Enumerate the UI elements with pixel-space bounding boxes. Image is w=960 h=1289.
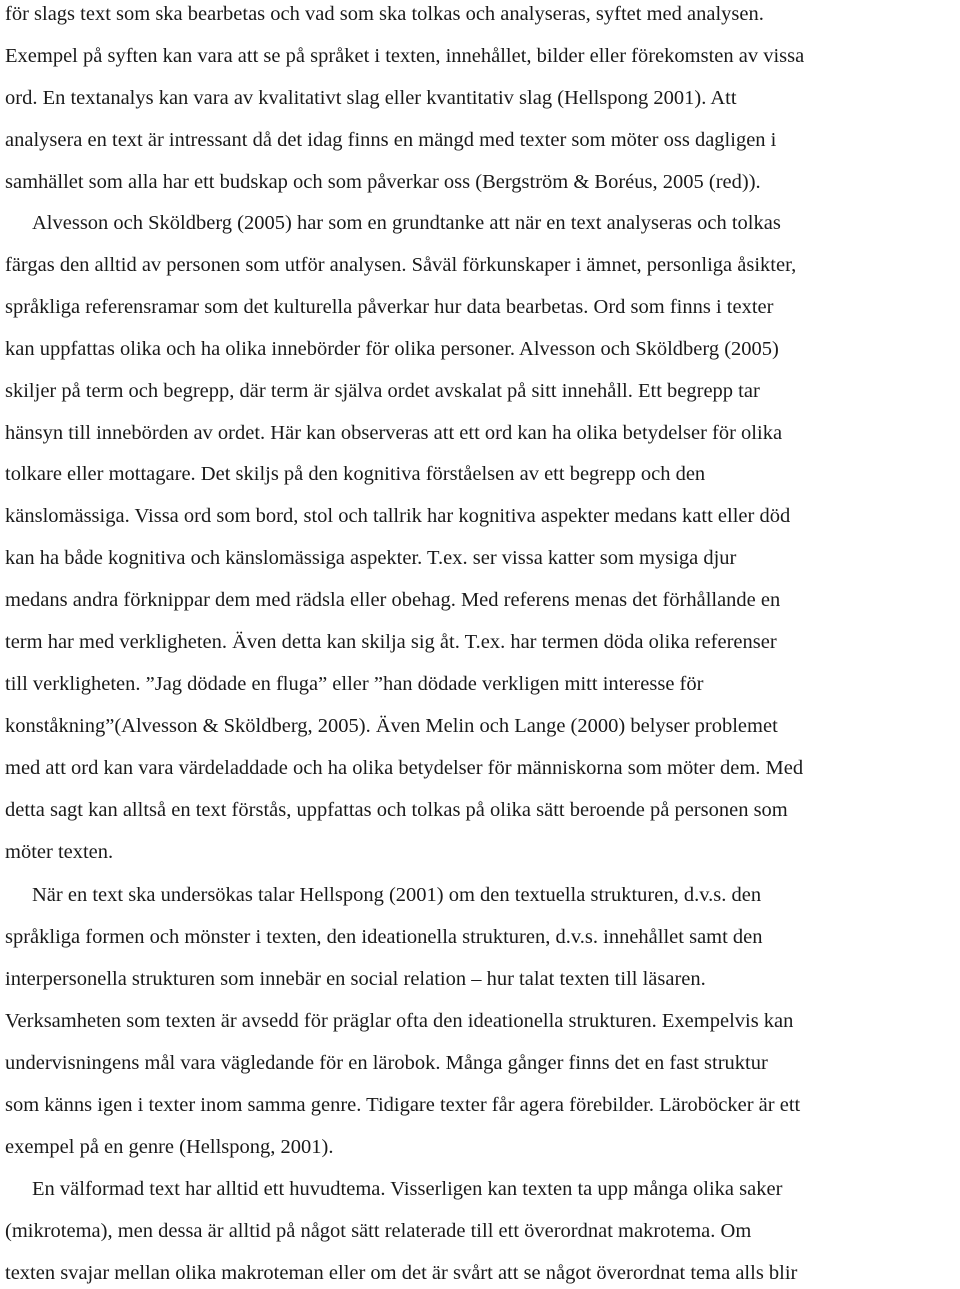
- text-line: detta sagt kan alltså en text förstås, uppfattas och tolkas på olika sätt beroende på personen som: [5, 799, 788, 821]
- text-line: samhället som alla har ett budskap och som påverkar oss (Bergström & Boréus, 2005 (red)).: [5, 171, 761, 193]
- text-line: skiljer på term och begrepp, där term är själva ordet avskalat på sitt innehåll. Ett begrepp tar: [5, 380, 760, 402]
- text-line: ord. En textanalys kan vara av kvalitativt slag eller kvantitativ slag (Hellspong 2001). Att: [5, 87, 737, 109]
- text-line: kan uppfattas olika och ha olika innebörder för olika personer. Alvesson och Sköldberg (2005): [5, 338, 779, 360]
- text-line: term har med verkligheten. Även detta kan skilja sig åt. T.ex. har termen döda olika referenser: [5, 631, 777, 653]
- text-line: När en text ska undersökas talar Hellspong (2001) om den textuella strukturen, d.v.s. den: [32, 884, 762, 906]
- text-line: Alvesson och Sköldberg (2005) har som en grundtanke att när en text analyseras och tolkas: [32, 212, 781, 234]
- text-line: (mikrotema), men dessa är alltid på något sätt relaterade till ett överordnat makrotema. Om: [5, 1220, 752, 1242]
- text-line: språkliga referensramar som det kulturella påverkar hur data bearbetas. Ord som finns i texter: [5, 296, 774, 318]
- text-line: färgas den alltid av personen som utför analysen. Såväl förkunskaper i ämnet, personliga åsikter,: [5, 254, 797, 276]
- text-line: känslomässiga. Vissa ord som bord, stol och tallrik har kognitiva aspekter medans katt eller död: [5, 505, 791, 527]
- text-line: undervisningens mål vara vägledande för en lärobok. Många gånger finns det en fast struktur: [5, 1052, 768, 1074]
- text-line: tolkare eller mottagare. Det skiljs på den kognitiva förståelsen av ett begrepp och den: [5, 463, 706, 485]
- text-line: exempel på en genre (Hellspong, 2001).: [5, 1136, 334, 1158]
- text-line: analysera en text är intressant då det idag finns en mängd med texter som möter oss dagligen i: [5, 129, 777, 151]
- text-line: med att ord kan vara värdeladdade och ha olika betydelser för människorna som möter dem. Med: [5, 757, 804, 779]
- text-line: Exempel på syften kan vara att se på språket i texten, innehållet, bilder eller förekomsten av vissa: [5, 45, 805, 67]
- text-line: till verkligheten. ”Jag dödade en fluga” eller ”han dödade verkligen mitt interesse för: [5, 673, 704, 695]
- text-line: interpersonella strukturen som innebär en social relation – hur talat texten till läsaren.: [5, 968, 706, 990]
- text-line: möter texten.: [5, 841, 114, 863]
- text-line: En välformad text har alltid ett huvudtema. Visserligen kan texten ta upp många olika saker: [32, 1178, 783, 1200]
- text-line: för slags text som ska bearbetas och vad som ska tolkas och analyseras, syftet med analysen.: [5, 3, 764, 25]
- text-line: språkliga formen och mönster i texten, den ideationella strukturen, d.v.s. innehållet samt den: [5, 926, 763, 948]
- text-line: hänsyn till innebörden av ordet. Här kan observeras att ett ord kan ha olika betydelser för olika: [5, 422, 783, 444]
- text-line: kan ha både kognitiva och känslomässiga aspekter. T.ex. ser vissa katter som mysiga djur: [5, 547, 737, 569]
- text-line: som känns igen i texter inom samma genre. Tidigare texter får agera förebilder. Läroböcker är ett: [5, 1094, 801, 1116]
- text-line: konståkning”(Alvesson & Sköldberg, 2005). Även Melin och Lange (2000) belyser problemet: [5, 715, 778, 737]
- text-line: texten svajar mellan olika makroteman eller om det är svårt att se något överordnat tema alls blir: [5, 1262, 798, 1284]
- text-line: Verksamheten som texten är avsedd för präglar ofta den ideationella strukturen. Exempelvis kan: [5, 1010, 794, 1032]
- text-line: medans andra förknippar dem med rädsla eller obehag. Med referens menas det förhållande en: [5, 589, 781, 611]
